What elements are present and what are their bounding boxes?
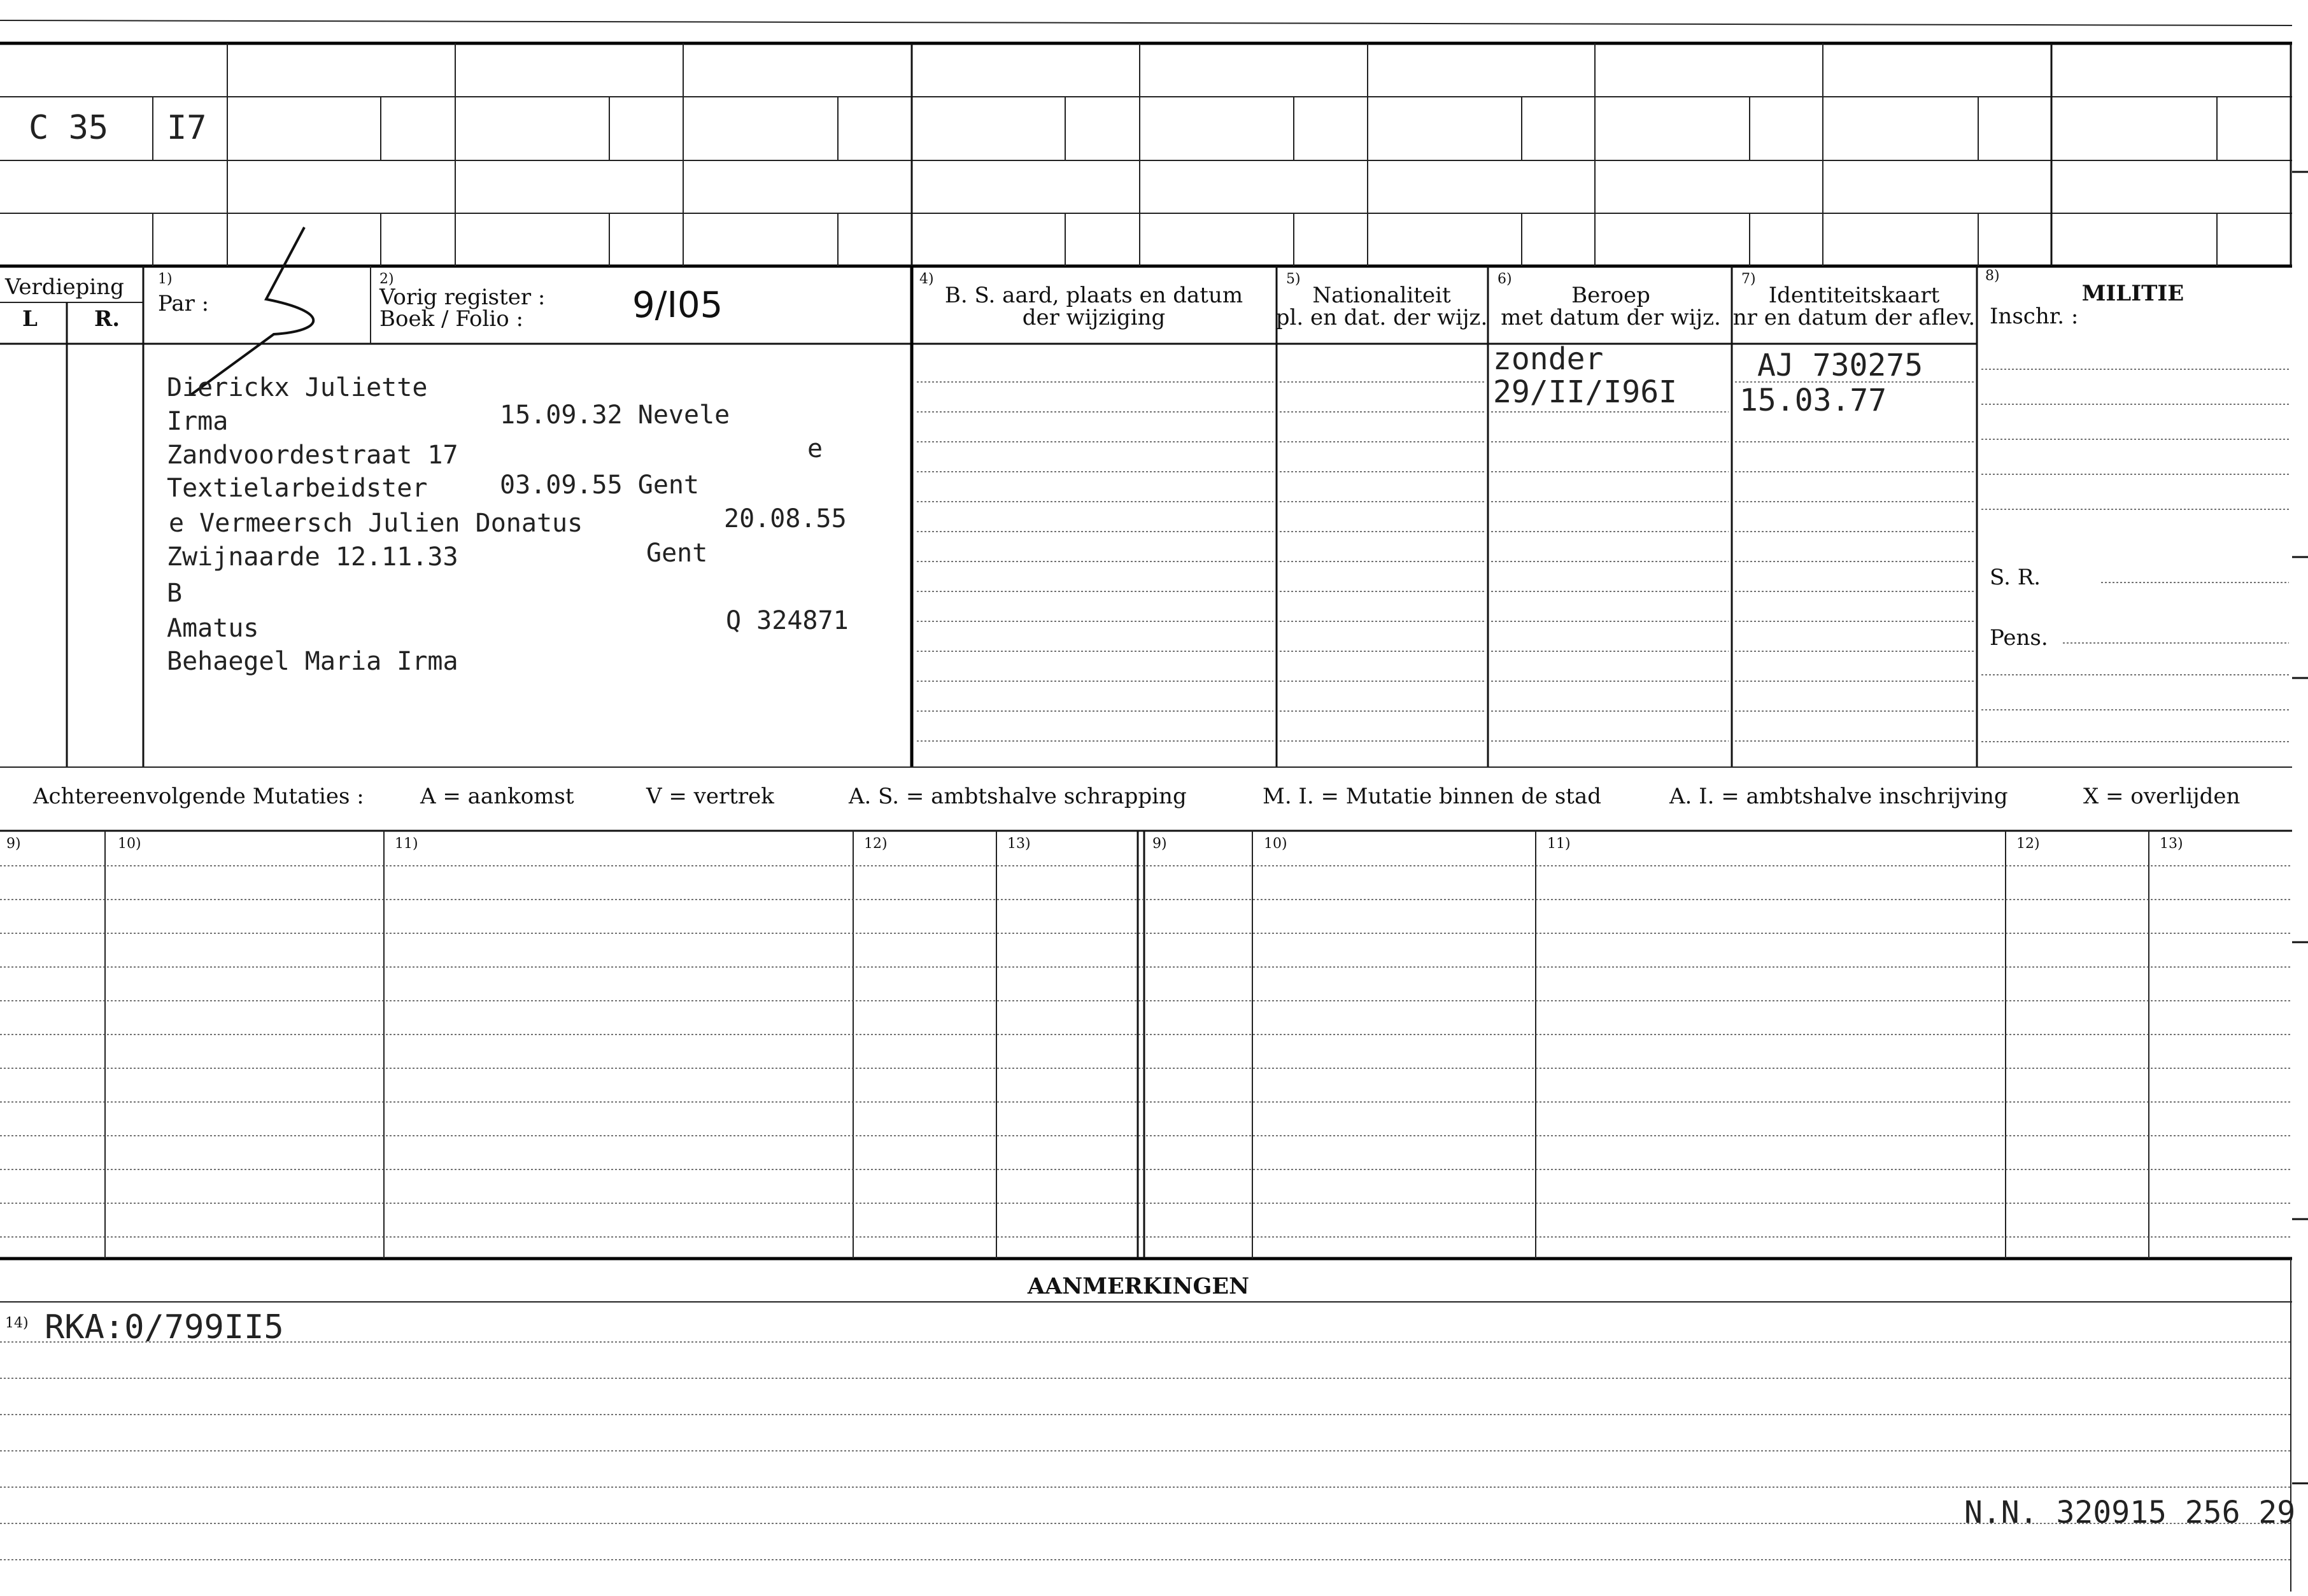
col7-label-2: nr en datum der aflev. [1732,305,1976,330]
top-code-left: C 35 [29,109,109,147]
mut-right-col-10: 10) [1264,836,1287,852]
person-line-9: Behaegel Maria Irma [167,647,458,676]
right-edge-ticks [2292,172,2308,1483]
mut-right-col-11: 11) [1547,836,1571,852]
verdieping-label: Verdieping [5,274,124,300]
person-line-7: B [167,579,183,608]
aanmerkingen-number: 14) [5,1315,29,1331]
person-line-8b: Q 324871 [726,606,849,635]
col5-number: 5) [1286,271,1301,287]
mutation-x: X = overlijden [2083,784,2241,809]
mutations-label: Achtereenvolgende Mutaties : [33,784,364,809]
person-line-3a: Zandvoordestraat 17 [167,441,458,470]
col5-label-1: Nationaliteit [1312,283,1451,308]
mutation-a: A = aankomst [420,784,574,809]
aanmerkingen-title: AANMERKINGEN [1027,1273,1250,1299]
handwritten-mark [191,227,313,395]
person-line-2b: 15.09.32 Nevele [500,400,730,430]
col1-number: 1) [158,271,173,287]
beroep-line-2: 29/II/I96I [1493,374,1677,410]
col2-boek-folio: Boek / Folio : [379,306,523,332]
mutation-ai: A. I. = ambtshalve inschrijving [1669,784,2008,809]
person-line-4a: Textielarbeidster [167,474,428,503]
person-line-2a: Irma [167,407,229,436]
top-code-right: I7 [167,109,207,147]
person-details [167,373,849,676]
verdieping-l: L [22,306,38,332]
beroep-line-1: zonder [1493,341,1604,377]
top-grid [0,20,2292,266]
col7-number: 7) [1741,271,1756,287]
mut-right-col-13: 13) [2160,836,2183,852]
person-line-6b: Gent [646,539,708,568]
col6-number: 6) [1497,271,1512,287]
aanmerkingen-value: RKA:0/799II5 [45,1308,284,1346]
col4-label-2: der wijziging [1022,305,1166,330]
person-line-1: Dierickx Juliette [167,373,428,402]
person-line-8a: Amatus [167,614,259,643]
body-dotted-lines [917,369,2289,742]
mut-left-col-10: 10) [118,836,141,852]
person-line-5a: e Vermeersch Julien Donatus [169,509,583,538]
identiteit-line-1: AJ 730275 [1757,348,1923,383]
col8-inschr: Inschr. : [1990,304,2079,329]
mut-left-col-13: 13) [1007,836,1031,852]
mutations-table-lines [0,831,2292,1259]
person-line-5b: 20.08.55 [724,504,847,533]
col2-vorig-register: Vorig register : [379,285,546,310]
col4-number: 4) [919,271,934,287]
col8-militie-title: MILITIE [2081,281,2184,306]
mutation-as: A. S. = ambtshalve schrapping [849,784,1187,809]
aanmerkingen-lines [0,1259,2292,1592]
col8-sr: S. R. [1990,565,2041,590]
col6-label-1: Beroep [1571,283,1650,308]
identiteit-line-2: 15.03.77 [1739,383,1887,418]
person-line-4b: 03.09.55 Gent [500,470,700,500]
nn-number: N.N. 320915 256 29 [1964,1495,2296,1530]
mutation-v: V = vertrek [646,784,774,809]
col8-pens: Pens. [1990,625,2048,651]
col1-par-label: Par : [158,291,209,316]
col8-number: 8) [1985,268,2000,284]
mut-right-col-9: 9) [1152,836,1167,852]
mut-left-col-11: 11) [395,836,418,852]
person-line-6a: Zwijnaarde 12.11.33 [167,542,458,572]
col5-label-2: pl. en dat. der wijz. [1275,305,1488,330]
mut-left-col-9: 9) [6,836,21,852]
col2-boek-folio-value: 9/I05 [632,285,723,326]
verdieping-r: R. [94,306,120,332]
col2-number: 2) [379,271,394,287]
mutations-legend [32,784,2240,809]
col4-label-1: B. S. aard, plaats en datum [944,283,1243,308]
col6-label-2: met datum der wijz. [1501,305,1721,330]
mut-right-col-12: 12) [2016,836,2040,852]
col7-label-1: Identiteitskaart [1768,283,1940,308]
mut-left-col-12: 12) [864,836,888,852]
mutation-mi: M. I. = Mutatie binnen de stad [1263,784,1601,809]
person-line-3b: e [807,434,823,463]
